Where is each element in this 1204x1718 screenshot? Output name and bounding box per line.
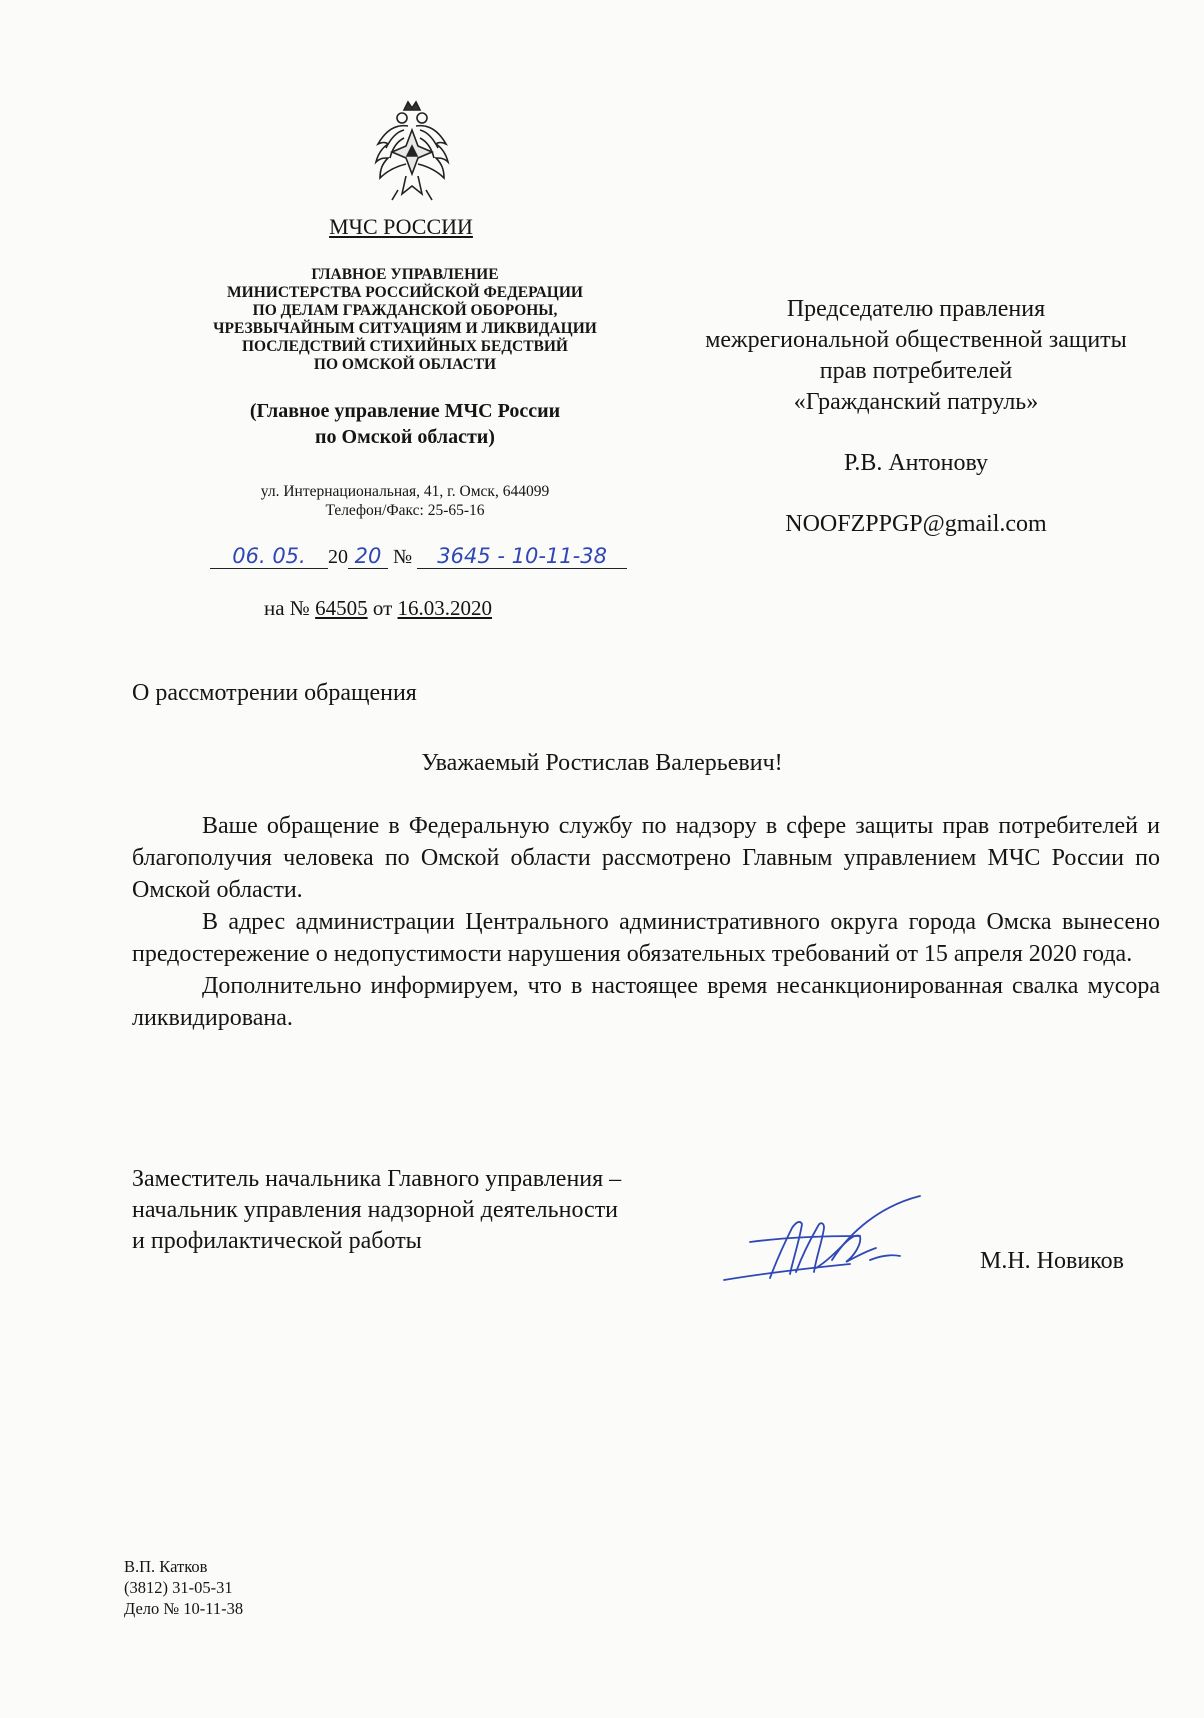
case-number: Дело № 10-11-38 <box>124 1599 244 1618</box>
reference-line: на № 64505 от 16.03.2020 <box>264 596 493 620</box>
org-phone: Телефон/Факс: 25-65-16 <box>325 502 485 519</box>
addressee-name: Р.В. Антонову <box>843 450 989 476</box>
letter-body <box>132 810 1160 1034</box>
body-paragraph: Дополнительно информируем, что в настоящее время несанкционированная свалка мусора ликвидирована. <box>132 973 1160 1031</box>
executor-phone: (3812) 31-05-31 <box>124 1578 233 1597</box>
reg-year-field <box>348 544 388 569</box>
reg-number-field <box>417 544 627 569</box>
ref-date: 16.03.2020 <box>397 596 493 620</box>
addressee-block: Председателю правления межрегиональной общественной защиты прав потребителей «Гражданский патруль» Р.В. Антонову NOOFZPPGP@gmail.com <box>656 294 1176 540</box>
body-paragraph: Ваше обращение в Федеральную службу по надзору в сфере защиты прав потребителей и благополучия человека по Омской области рассмотрено Главным управлением МЧС России по Омской области. <box>132 813 1160 903</box>
handwritten-signature <box>720 1192 930 1292</box>
letter-salutation: Уважаемый Ростислав Валерьевич! <box>421 750 783 776</box>
reg-date-field <box>210 544 328 569</box>
addressee-email: NOOFZPPGP@gmail.com <box>785 511 1047 537</box>
letter-subject: О рассмотрении обращения <box>132 680 417 706</box>
signer-name: М.Н. Новиков <box>980 1248 1124 1274</box>
executor-name: В.П. Катков <box>124 1557 208 1576</box>
org-short-name: МЧС РОССИИ <box>329 214 473 239</box>
mchs-emblem-icon <box>368 96 456 208</box>
org-address: ул. Интернациональная, 41, г. Омск, 644099 <box>260 483 550 500</box>
executor-info <box>124 1556 243 1619</box>
org-abbreviation: (Главное управление МЧС России по Омской области) <box>249 400 561 448</box>
ref-number: 64505 <box>315 596 368 620</box>
reg-date-handwritten: 06. 05. <box>232 544 306 568</box>
registration-line: 06. 05. 20 20 № 3645 - 10-11-38 <box>210 544 660 569</box>
reg-year-handwritten: 20 <box>354 544 382 568</box>
org-full-name: ГЛАВНОЕ УПРАВЛЕНИЕ МИНИСТЕРСТВА РОССИЙСКОЙ ФЕДЕРАЦИИ ПО ДЕЛАМ ГРАЖДАНСКОЙ ОБОРОНЫ, ЧРЕЗВЫЧАЙНЫМ СИТУАЦИЯМ И ЛИКВИДАЦИИ ПОСЛЕДСТВИЙ СТИХИЙНЫХ БЕДСТВИЙ ПО ОМСКОЙ ОБЛАСТИ <box>213 266 597 373</box>
org-contacts <box>170 482 640 520</box>
body-paragraph: В адрес администрации Центрального административного округа города Омска вынесено предостережение о недопустимости нарушения обязательных требований от 15 апреля 2020 года. <box>132 909 1160 967</box>
reg-number-handwritten: 3645 - 10-11-38 <box>437 544 607 568</box>
signer-position: Заместитель начальника Главного управления – начальник управления надзорной деятельности и профилактической работы <box>132 1166 622 1254</box>
